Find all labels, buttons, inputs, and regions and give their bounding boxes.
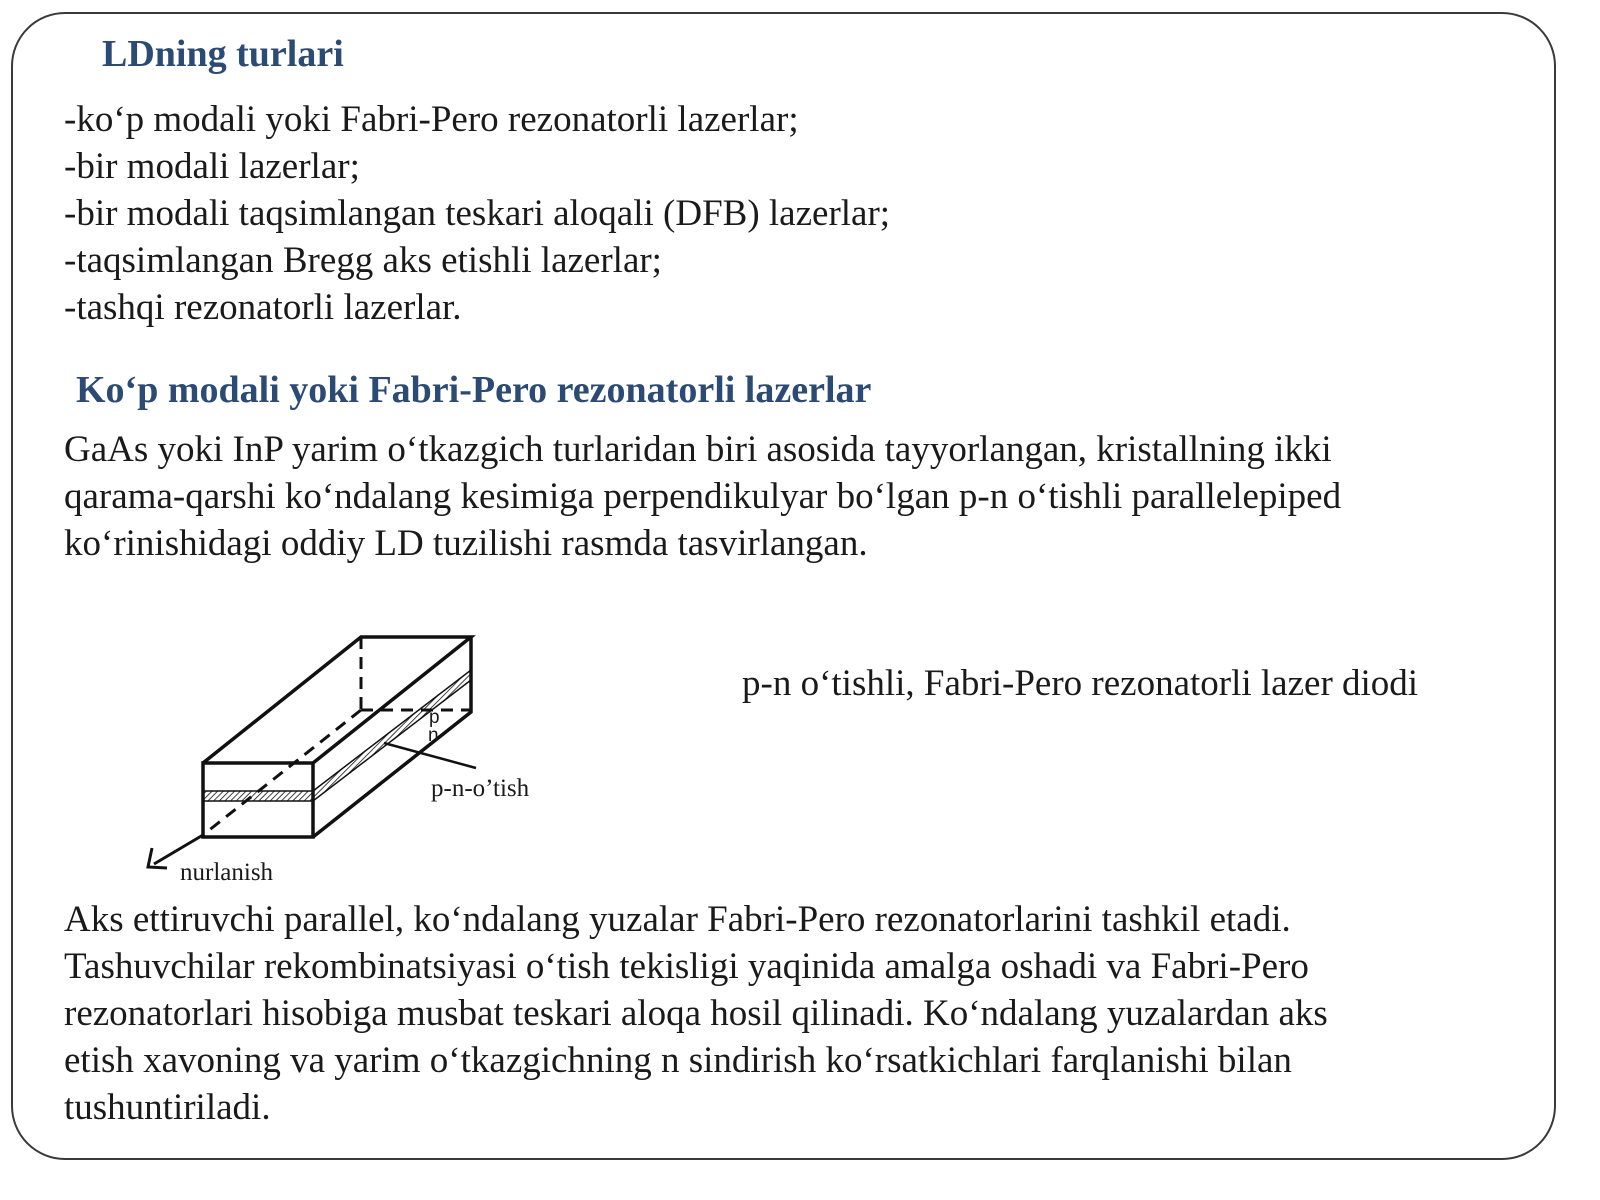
list-item: -bir modali lazerlar; xyxy=(64,146,360,187)
list-item: -tashqi rezonatorli lazerlar. xyxy=(64,287,462,328)
paragraph-line: GaAs yoki InP yarim o‘tkazgich turlaridan biri asosida tayyorlangan, kristallning ikki xyxy=(64,429,1332,470)
figure-caption: p-n o‘tishli, Fabri-Pero rezonatorli lazer diodi xyxy=(742,663,1419,704)
paragraph-line: Aks ettiruvchi parallel, ko‘ndalang yuzalar Fabri-Pero rezonatorlarini tashkil etadi. xyxy=(64,899,1291,940)
paragraph-line: qarama-qarshi ko‘ndalang kesimiga perpendikulyar bo‘lgan p-n o‘tishli parallelepiped xyxy=(64,476,1342,517)
paragraph-structure xyxy=(64,426,1524,567)
laser-diode-diagram xyxy=(140,625,560,890)
emission-label: nurlanish xyxy=(180,859,274,886)
list-item: -taqsimlangan Bregg aks etishli lazerlar; xyxy=(64,240,662,281)
n-region-label: n xyxy=(428,725,439,746)
paragraph-mechanism xyxy=(64,896,1524,1131)
laser-diode-figure xyxy=(140,625,560,890)
junction-pointer xyxy=(384,743,476,768)
list-item: -ko‘p modali yoki Fabri-Pero rezonatorli lazerlar; xyxy=(64,99,799,140)
paragraph-line: rezonatorlari hisobiga musbat teskari aloqa hosil qilinadi. Ko‘ndalang yuzalardan aks xyxy=(64,993,1328,1034)
heading-fabry-perot: Ko‘p modali yoki Fabri-Pero rezonatorli lazerlar xyxy=(76,369,872,411)
paragraph-line: tushuntiriladi. xyxy=(64,1087,271,1128)
list-item: -bir modali taqsimlangan teskari aloqali (DFB) lazerlar; xyxy=(64,193,891,234)
heading-laser-types: LDning turlari xyxy=(102,33,344,75)
paragraph-line: ko‘rinishidagi oddiy LD tuzilishi rasmda tasvirlangan. xyxy=(64,523,868,564)
p-region-label: p xyxy=(429,707,440,728)
paragraph-line: Tashuvchilar rekombinatsiyasi o‘tish tekisligi yaqinida amalga oshadi va Fabri-Pero xyxy=(64,946,1309,987)
paragraph-line: etish xavoning va yarim o‘tkazgichning n sindirish ko‘rsatkichlari farqlanishi bilan xyxy=(64,1040,1292,1081)
junction-label: p-n-o’tish xyxy=(431,775,530,802)
laser-types-list xyxy=(64,96,890,331)
